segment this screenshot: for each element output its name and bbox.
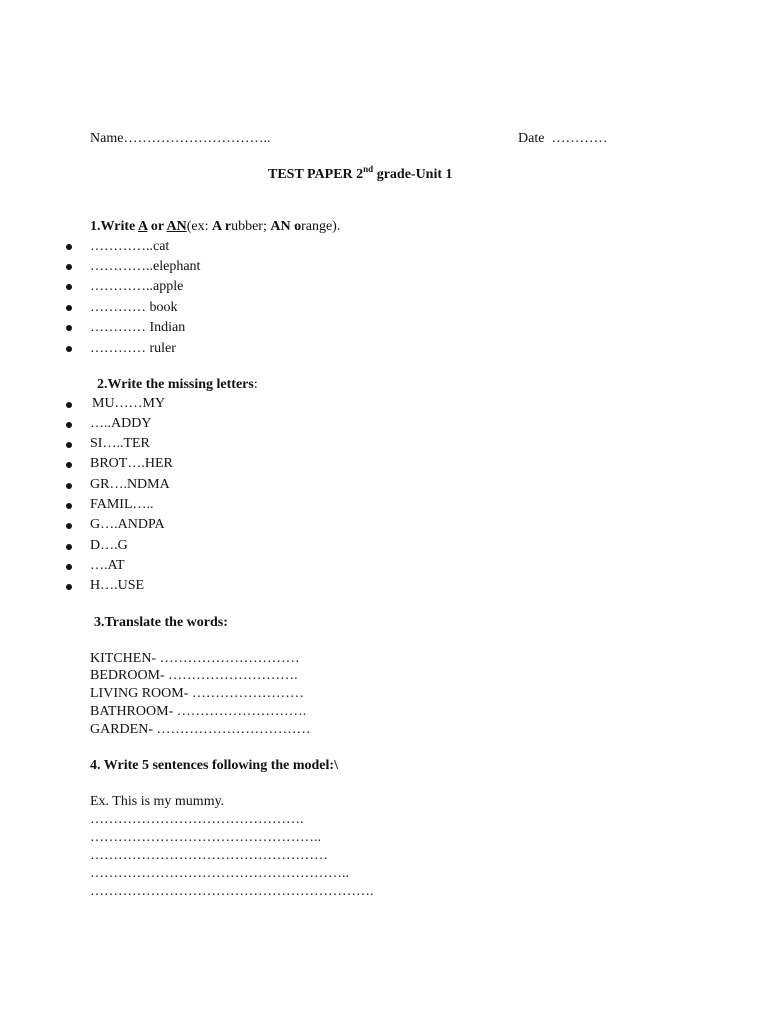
bullet	[66, 402, 72, 408]
translate-word: BATHROOM- ……………………….	[90, 704, 307, 719]
list-item: ………… ruler	[90, 341, 176, 356]
list-item: …………..apple	[90, 279, 184, 294]
translate-word: KITCHEN- …………………………	[90, 651, 300, 666]
list-item: …………..cat	[90, 239, 170, 254]
translate-word: BEDROOM- ……………………….	[90, 668, 298, 683]
list-item: D….G	[90, 538, 128, 553]
list-item: …………..elephant	[90, 259, 201, 274]
bullet	[66, 544, 72, 550]
list-item: FAMIL…..	[90, 497, 154, 512]
list-item: ….AT	[90, 558, 125, 573]
bullet	[66, 346, 72, 352]
date-label: Date	[518, 131, 545, 146]
bullet	[66, 422, 72, 428]
list-item: GR….NDMA	[90, 477, 170, 492]
answer-line: …………………………………………………….	[90, 884, 374, 899]
bullet	[66, 503, 72, 509]
title-superscript: nd	[363, 164, 374, 174]
bullet	[66, 442, 72, 448]
section2-heading: 2.Write the missing letters:	[97, 377, 258, 392]
list-item: SI…..TER	[90, 436, 150, 451]
bullet	[66, 523, 72, 529]
bullet	[66, 564, 72, 570]
translate-word: GARDEN- ……………………………	[90, 722, 311, 737]
option-a: A	[137, 219, 148, 234]
bullet	[66, 483, 72, 489]
list-item: MU……MY	[92, 396, 166, 411]
page-title: TEST PAPER 2nd grade-Unit 1	[268, 164, 453, 182]
answer-line: …………………………………………..	[90, 830, 321, 845]
list-item: H….USE	[90, 578, 145, 593]
date-field	[518, 132, 607, 146]
bullet	[66, 325, 72, 331]
bullet	[66, 284, 72, 290]
bullet	[66, 462, 72, 468]
answer-line: ………………………………………………..	[90, 866, 349, 881]
option-an: AN	[166, 219, 187, 234]
bullet	[66, 264, 72, 270]
list-item: G….ANDPA	[90, 517, 165, 532]
bullet	[66, 305, 72, 311]
answer-line: ……………………………………………	[90, 848, 328, 863]
section4-heading: 4. Write 5 sentences following the model:\	[90, 758, 338, 773]
section1-heading: 1.Write A or AN(ex: A rubber; AN orange).	[90, 219, 341, 234]
example-sentence: Ex. This is my mummy.	[90, 794, 225, 809]
bullet	[66, 584, 72, 590]
list-item: …..ADDY	[90, 416, 152, 431]
list-item: ………… book	[90, 300, 178, 315]
name-blank: …………………………..	[123, 131, 271, 146]
name-label: Name	[90, 131, 124, 146]
translate-word: LIVING ROOM- ……………………	[90, 686, 304, 701]
list-item: BROT….HER	[90, 456, 173, 471]
answer-line: ……………………………………….	[90, 812, 304, 827]
date-blank: …………	[551, 131, 608, 146]
list-item: ………… Indian	[90, 320, 186, 335]
bullet	[66, 244, 72, 250]
section3-heading: 3.Translate the words:	[94, 615, 228, 630]
name-field	[90, 132, 270, 146]
